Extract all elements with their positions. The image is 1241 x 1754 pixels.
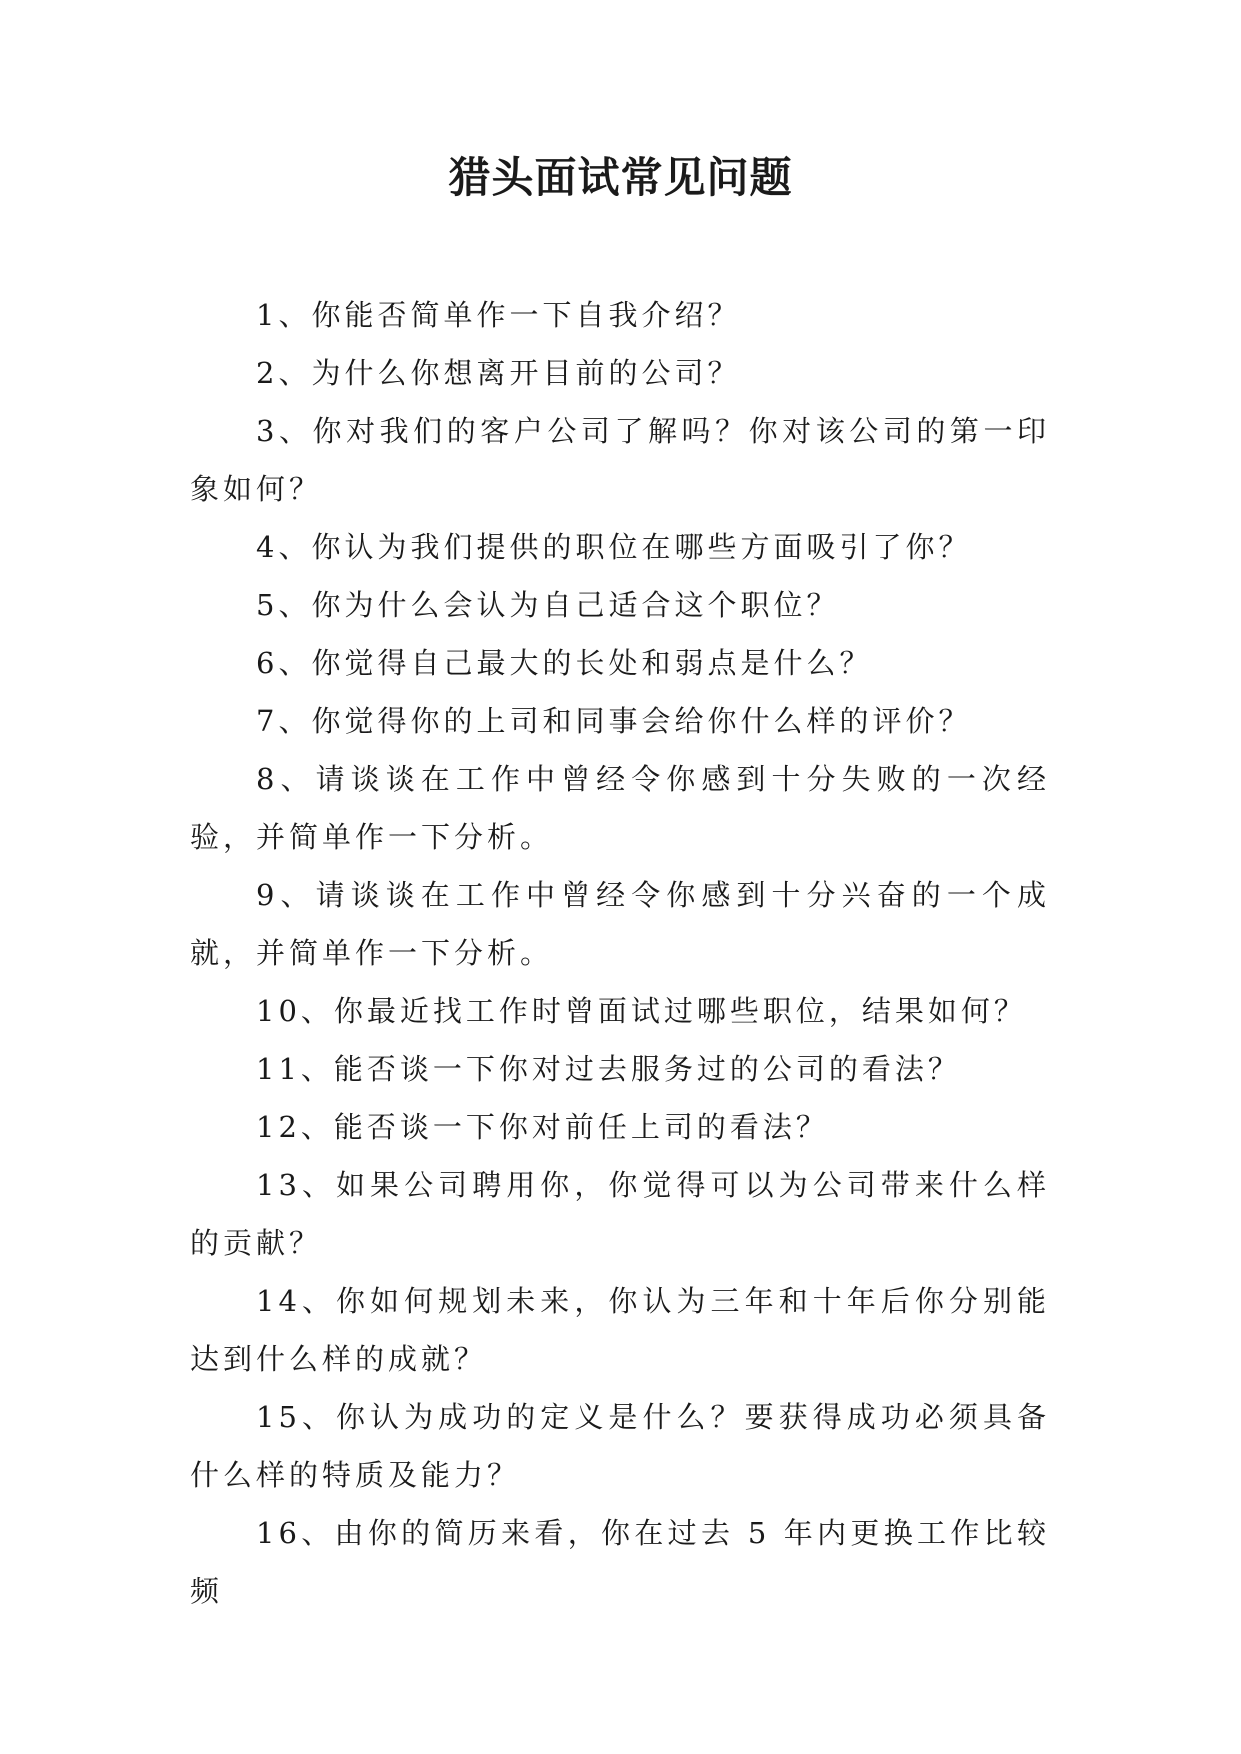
- question-item: 3、你对我们的客户公司了解吗？你对该公司的第一印象如何？: [190, 414, 1050, 506]
- question-item: 8、请谈谈在工作中曾经令你感到十分失败的一次经验，并简单作一下分析。: [190, 762, 1050, 854]
- question-item: 9、请谈谈在工作中曾经令你感到十分兴奋的一个成就，并简单作一下分析。: [190, 878, 1050, 970]
- question-item: 11、能否谈一下你对过去服务过的公司的看法？: [256, 1052, 961, 1086]
- question-item: 1、你能否简单作一下自我介绍？: [256, 298, 741, 332]
- question-item: 16、由你的简历来看，你在过去 5 年内更换工作比较频: [190, 1516, 1050, 1608]
- question-item: 14、你如何规划未来，你认为三年和十年后你分别能达到什么样的成就？: [190, 1284, 1050, 1376]
- question-item: 5、你为什么会认为自己适合这个职位？: [256, 588, 840, 622]
- question-item: 2、为什么你想离开目前的公司？: [256, 356, 741, 390]
- question-list: [190, 286, 1050, 1620]
- question-item: 7、你觉得你的上司和同事会给你什么样的评价？: [256, 704, 972, 738]
- question-item: 15、你认为成功的定义是什么？要获得成功必须具备什么样的特质及能力？: [190, 1400, 1050, 1492]
- question-item: 10、你最近找工作时曾面试过哪些职位，结果如何？: [256, 994, 1027, 1028]
- question-item: 13、如果公司聘用你，你觉得可以为公司带来什么样的贡献？: [190, 1168, 1050, 1260]
- document-title: 猎头面试常见问题: [448, 153, 793, 202]
- question-item: 4、你认为我们提供的职位在哪些方面吸引了你？: [256, 530, 972, 564]
- question-item: 6、你觉得自己最大的长处和弱点是什么？: [256, 646, 873, 680]
- question-item: 12、能否谈一下你对前任上司的看法？: [256, 1110, 829, 1144]
